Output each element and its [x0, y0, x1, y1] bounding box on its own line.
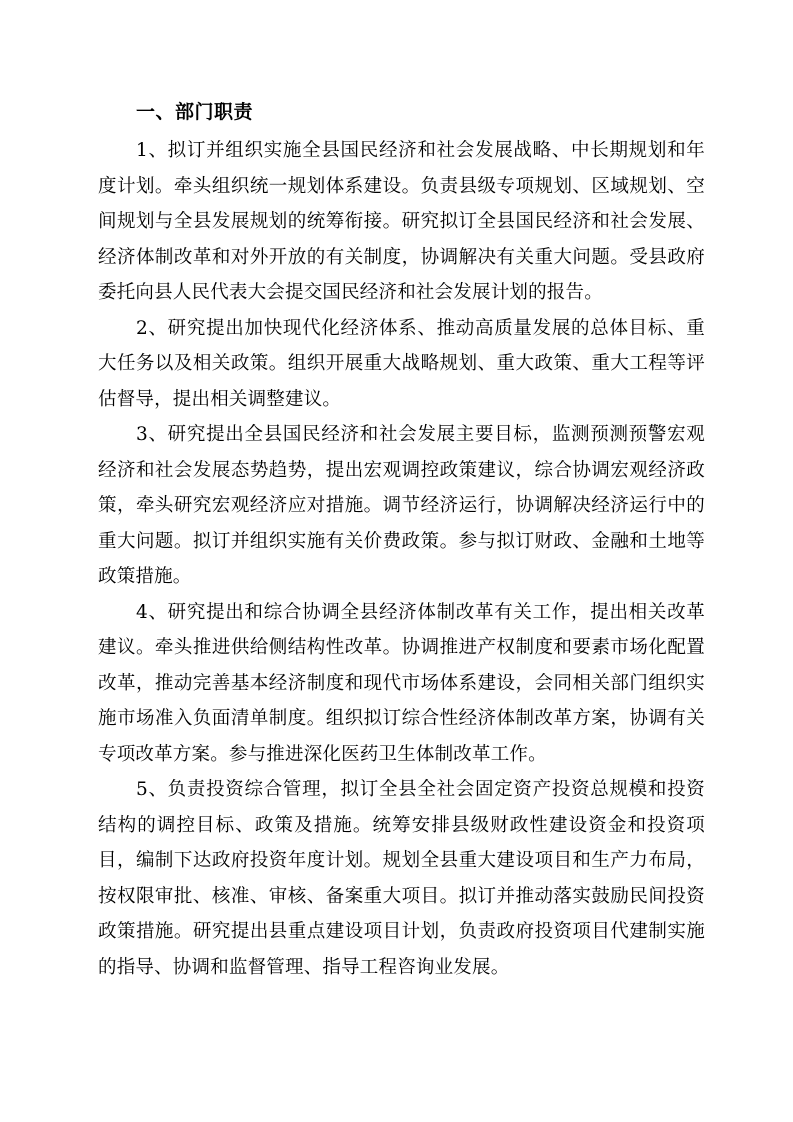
section-heading: 一、部门职责	[136, 101, 254, 123]
paragraph-4: 4、研究提出和综合协调全县经济体制改革有关工作，提出相关改革建议。牵头推进供给侧结构性改革。协调推进产权制度和要素市场化配置改革，推动完善基本经济制度和现代市场体系建设，会同相关部门组织实施市场准入负面清单制度。组织拟订综合性经济体制改革方案，协调有关专项改革方案。参与推进深化医药卫生体制改革工作。	[98, 601, 705, 765]
paragraph-2: 2、研究提出加快现代化经济体系、推动高质量发展的总体目标、重大任务以及相关政策。组织开展重大战略规划、重大政策、重大工程等评估督导，提出相关调整建议。	[98, 317, 705, 410]
paragraph-1: 1、拟订并组织实施全县国民经济和社会发展战略、中长期规划和年度计划。牵头组织统一规划体系建设。负责县级专项规划、区域规划、空间规划与全县发展规划的统筹衔接。研究拟订全县国民经济和社会发展、经济体制改革和对外开放的有关制度，协调解决有关重大问题。受县政府委托向县人民代表大会提交国民经济和社会发展计划的报告。	[98, 140, 705, 303]
paragraph-3: 3、研究提出全县国民经济和社会发展主要目标，监测预测预警宏观经济和社会发展态势趋势，提出宏观调控政策建议，综合协调宏观经济政策，牵头研究宏观经济应对措施。调节经济运行，协调解决经济运行中的重大问题。拟订并组织实施有关价费政策。参与拟订财政、金融和土地等政策措施。	[98, 424, 705, 587]
document-body	[98, 95, 705, 985]
paragraph-5: 5、负责投资综合管理，拟订全县全社会固定资产投资总规模和投资结构的调控目标、政策及措施。统筹安排县级财政性建设资金和投资项目，编制下达政府投资年度计划。规划全县重大建设项目和生产力布局，按权限审批、核准、审核、备案重大项目。拟订并推动落实鼓励民间投资政策措施。研究提出县重点建设项目计划，负责政府投资项目代建制实施的指导、协调和监督管理、指导工程咨询业发展。	[98, 779, 705, 978]
